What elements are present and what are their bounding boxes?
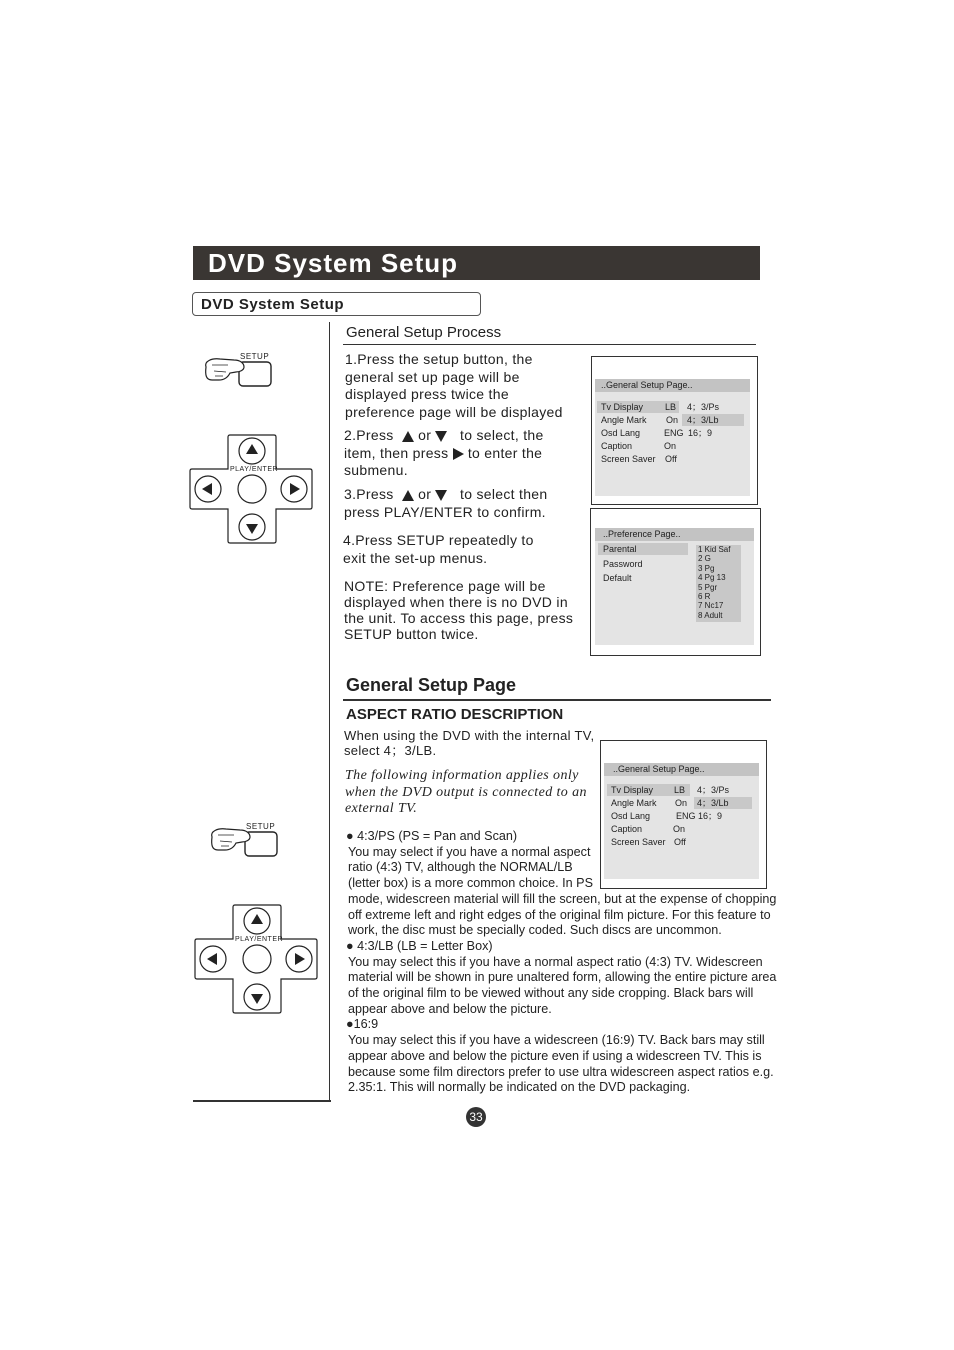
osd-row-label: Caption xyxy=(611,824,643,834)
osd-row-label: Osd Lang xyxy=(601,428,641,438)
page-number: 33 xyxy=(466,1107,486,1127)
osd-pref-row: Password xyxy=(603,559,643,569)
chapter-title: DVD System Setup xyxy=(208,248,459,278)
osd-row-option: 16；9 xyxy=(698,811,723,821)
osd-row-label: Angle Mark xyxy=(611,798,657,808)
osd-row-label: Tv Display xyxy=(601,402,644,412)
bullet-ps-title: ● 4:3/PS (PS = Pan and Scan) xyxy=(346,829,518,843)
osd-title: ..General Setup Page.. xyxy=(595,379,750,392)
dpad-icon xyxy=(188,433,316,545)
osd-row-value: On xyxy=(664,441,677,451)
process-heading: General Setup Process xyxy=(346,324,502,341)
osd-row-option: 4；3/Lb xyxy=(697,798,729,808)
chapter-banner xyxy=(193,246,760,280)
rating-item: 5 Pgr xyxy=(698,582,718,592)
osd-row-value: LB xyxy=(665,402,677,412)
osd-row-value: On xyxy=(675,798,688,808)
osd-row-label: Caption xyxy=(601,441,633,451)
osd-row-label: Tv Display xyxy=(611,785,654,795)
setup-label: SETUP xyxy=(240,352,270,361)
osd-row-option: 4；3/Ps xyxy=(687,402,720,412)
osd-row-label: Osd Lang xyxy=(611,811,651,821)
osd-row-value: On xyxy=(666,415,679,425)
osd-row-option: 4；3/Lb xyxy=(687,415,719,425)
down-arrow-icon xyxy=(435,431,447,442)
osd-pref-row: Default xyxy=(603,573,632,583)
osd-row-value: Off xyxy=(674,837,686,847)
osd-row-option: 16；9 xyxy=(688,428,713,438)
step-3: 3.Press or to select then press PLAY/ENTER to confirm. xyxy=(344,486,548,520)
osd-pref-title: ..Preference Page.. xyxy=(595,528,754,541)
osd-row-value: ENG xyxy=(676,811,696,821)
rating-item: 7 Nc17 xyxy=(698,601,724,611)
rating-item: 3 Pg xyxy=(698,563,715,573)
aspect-ratio-heading: ASPECT RATIO DESCRIPTION xyxy=(346,706,564,723)
osd-general-screen xyxy=(591,356,758,505)
section-tab xyxy=(192,292,481,316)
osd-row-label: Screen Saver xyxy=(611,837,666,847)
right-arrow-icon xyxy=(453,448,464,460)
osd-row-value: On xyxy=(673,824,686,834)
play-enter-label-2: PLAY/ENTER xyxy=(235,936,284,943)
osd-title-2: ..General Setup Page.. xyxy=(604,763,759,776)
step-4: 4.Press SETUP repeatedly to exit the set-up menus. xyxy=(343,532,534,566)
osd-row-label: Angle Mark xyxy=(601,415,647,425)
external-tv-note: The following information applies only when the DVD output is connected to an external TV. xyxy=(345,768,587,816)
osd-row-value: LB xyxy=(674,785,686,795)
rating-item: 1 Kid Saf xyxy=(698,545,731,554)
osd-preference-screen xyxy=(590,508,761,656)
bullet-wide-title: ●16:9 xyxy=(346,1017,379,1032)
rating-list xyxy=(696,545,741,622)
process-heading-rule xyxy=(343,344,756,345)
osd-row-value: Off xyxy=(665,454,677,464)
step-2: 2.Press or to select, the item, then press to enter the submenu. xyxy=(344,427,544,478)
step-1: 1.Press the setup button, the general set up page will be displayed press twice the preference page will be displayed xyxy=(345,351,563,420)
dpad-icon-2 xyxy=(193,903,321,1015)
osd-row-label: Screen Saver xyxy=(601,454,656,464)
section-tab-title: DVD System Setup xyxy=(201,296,345,313)
aspect-description: ● 4:3/PS (PS = Pan and Scan) You may select if you have a normal aspect ratio (4:3) TV, although the NORMAL/LB (letter box) is a more common choice. In PS mode, widescreen material will fill the screen, but at the expense of chopping off extreme left and right edges of the original film picture. For this feature to work, the disc must be specially coded. Such discs are uncommon. ● 4:3/LB (LB = Letter Box) You may select this if you have a normal aspect ratio (4:3) TV. Widescreen material will be shown in pure unaltered form, allowing the entire picture area of the original film to be viewed without any side cropping. Black bars will appear above and below the picture. ●16:9 You may select this if you have a widescreen (16:9) TV. Back bars may still appear above and below the picture even if using a widescreen TV. This is because some film directors prefer to use ultra widescreen aspect ratios e.g. 2.35:1. This will normally be indicated on the DVD packaging. xyxy=(346,829,786,1096)
up-arrow-icon xyxy=(402,490,414,501)
general-setup-rule xyxy=(343,699,771,701)
osd-row-value: ENG xyxy=(664,428,684,438)
setup-label-2: SETUP xyxy=(246,822,276,831)
rating-item: 6 R xyxy=(698,592,711,602)
rating-item: 8 Adult xyxy=(698,610,723,620)
play-enter-label: PLAY/ENTER xyxy=(230,466,279,473)
bottom-rule xyxy=(193,1100,331,1102)
general-setup-page-heading: General Setup Page xyxy=(346,675,517,695)
bullet-lb-title: ● 4:3/LB (LB = Letter Box) xyxy=(346,938,493,953)
intro-text: When using the DVD with the internal TV, select 4；3/LB. xyxy=(344,728,595,758)
osd-pref-row: Parental xyxy=(603,544,637,554)
rating-item: 2 G xyxy=(698,554,711,564)
down-arrow-icon xyxy=(435,490,447,501)
note: NOTE: Preference page will be displayed when there is no DVD in the unit. To access this page, press SETUP button twice. xyxy=(344,578,574,642)
osd-row-option: 4；3/Ps xyxy=(697,785,730,795)
up-arrow-icon xyxy=(402,431,414,442)
column-divider xyxy=(329,322,330,1102)
rating-item: 4 Pg 13 xyxy=(698,573,726,583)
